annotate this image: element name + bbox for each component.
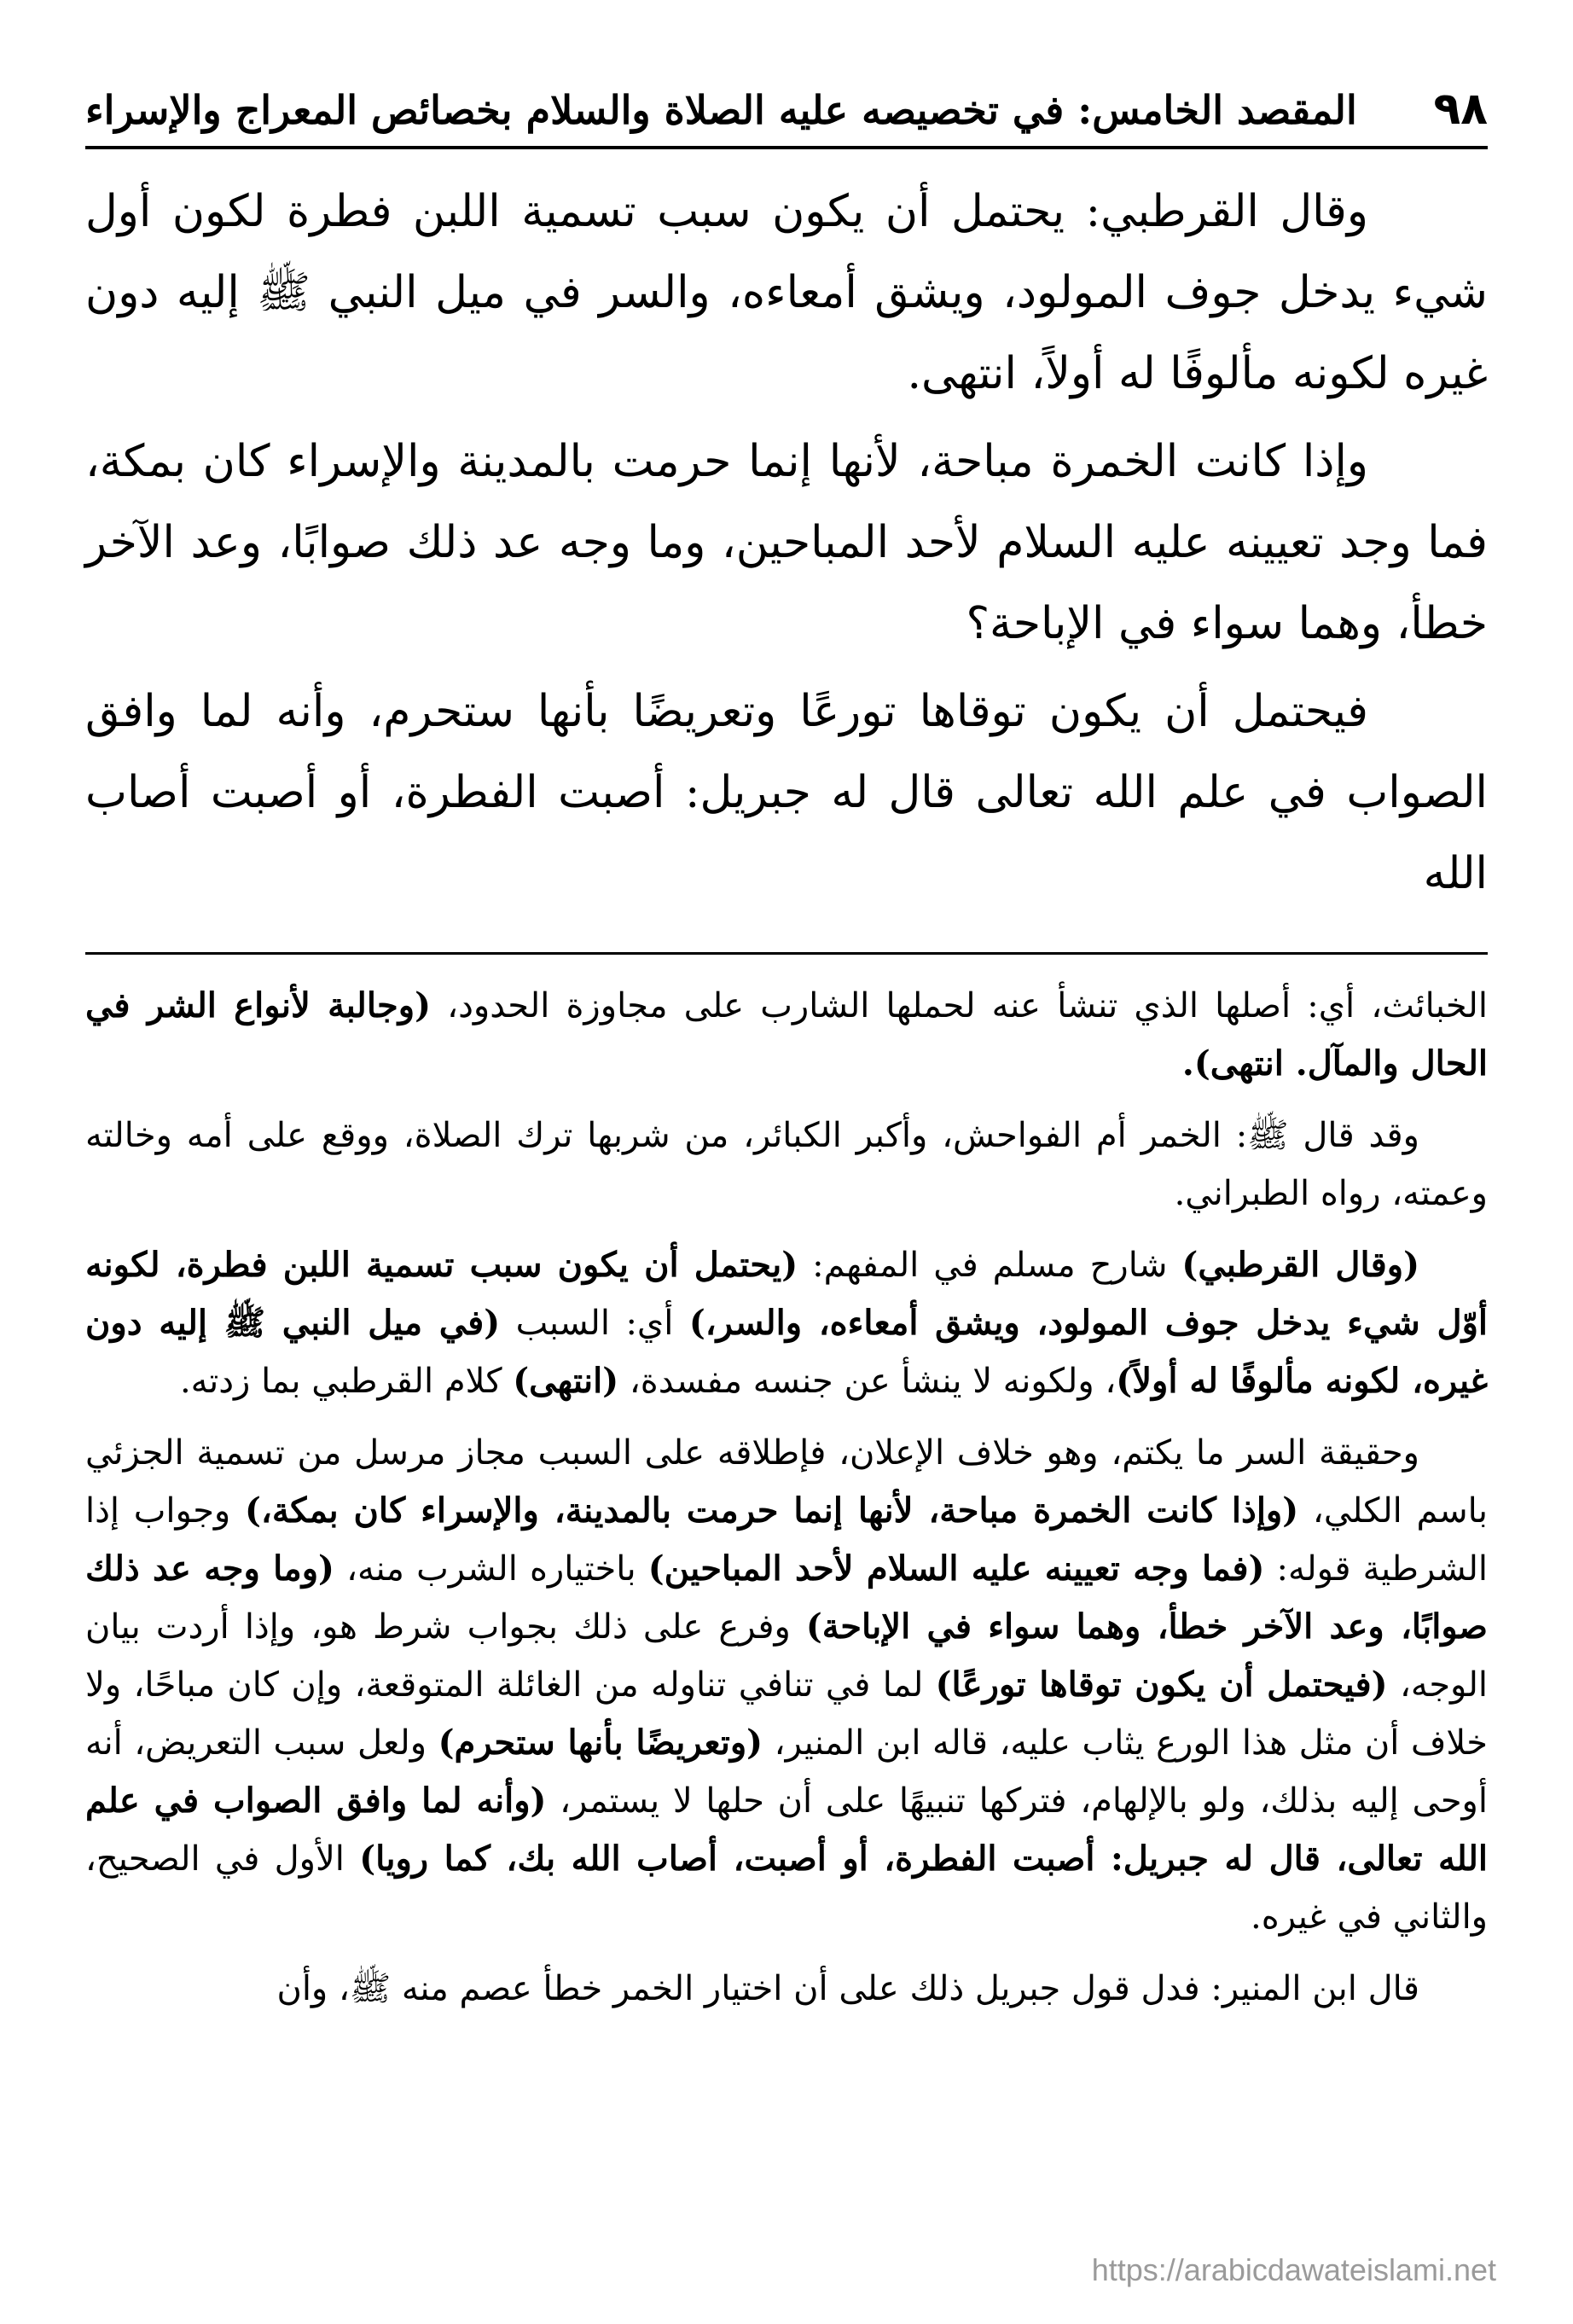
commentary-text: وجواب إذا الشرطية قوله:	[85, 1491, 1489, 1589]
commentary-text: الأول في الصحيح، والثاني في غيره.	[85, 1839, 1488, 1938]
main-paragraph-1: وقال القرطبي: يحتمل أن يكون سبب تسمية اللبن فطرة لكون أول شيء يدخل جوف المولود، ويشق أمعاءه، والسر في ميل النبي ﷺ إليه دون غيره لكونه مألوفًا له أولاً، انتهى.	[85, 186, 1488, 400]
quoted-matn: (انتهى)	[513, 1361, 619, 1402]
commentary-paragraph-2: وقد قال ﷺ: الخمر أم الفواحش، وأكبر الكبائر، من شربها ترك الصلاة، ووقع على أمه وخالته وعمته، رواه الطبراني.	[85, 1116, 1488, 1214]
commentary-text: كلام القرطبي بما زدته.	[179, 1362, 514, 1402]
commentary-text: ، ولكونه لا ينشأ عن جنسه مفسدة،	[618, 1362, 1117, 1402]
quoted-matn: (فما وجه تعيينه عليه السلام لأحد المباحين)	[647, 1548, 1265, 1589]
main-paragraph-2: وإذا كانت الخمرة مباحة، لأنها إنما حرمت بالمدينة والإسراء كان بمكة، فما وجد تعيينه عليه السلام لأحد المباحين، وما وجه عد ذلك صوابًا، وعد الآخر خطأ، وهما سواء في الإباحة؟	[85, 436, 1488, 650]
commentary-text: ولعل سبب التعريض، أنه أوحى إليه بذلك، ولو بالإلهام، فتركها تنبيهًا على أن حلها لا يستمر،	[85, 1723, 1488, 1821]
commentary-text: شارح مسلم في المفهم:	[798, 1246, 1182, 1286]
running-head: المقصد الخامس: في تخصيصه عليه الصلاة والسلام بخصائص المعراج والإسراء	[85, 87, 1357, 133]
page-header	[85, 85, 1488, 149]
quoted-matn: (وقال القرطبي)	[1181, 1245, 1419, 1286]
commentary-text: وفرع على ذلك بجواب شرط هو، وإذا أردت بيان الوجه،	[85, 1607, 1489, 1705]
quoted-matn: (وأنه لما وافق الصواب في علم الله تعالى، قال له جبريل: أصبت الفطرة، أو أصبت، أصاب الله بك، كما رويا)	[85, 1781, 1488, 1880]
quoted-matn: (فيحتمل أن يكون توقاها تورعًا)	[935, 1665, 1388, 1705]
book-page	[85, 85, 1488, 2031]
quoted-matn: (وإذا كانت الخمرة مباحة، لأنها إنما حرمت بالمدينة، والإسراء كان بمكة،)	[244, 1490, 1299, 1531]
commentary	[85, 977, 1488, 2018]
commentary-paragraph-5: قال ابن المنير: فدل قول جبريل ذلك على أن اختيار الخمر خطأ عصم منه ﷺ، وأن	[276, 1969, 1419, 2009]
quoted-matn: (وتعريضًا بأنها ستحرم)	[438, 1723, 763, 1763]
watermark-url: https://arabicdawateislami.net	[1091, 2252, 1496, 2287]
page-number: ٩٨	[1433, 84, 1488, 135]
quoted-matn: (وجالبة لأنواع الشر في الحال والمآل. انتهى).	[85, 985, 1488, 1084]
commentary-text: الخبائث، أي: أصلها الذي تنشأ عنه لحملها الشارب على مجاوزة الحدود،	[431, 986, 1488, 1026]
quoted-matn: (في ميل النبي ﷺ إليه دون غيره، لكونه مألوفًا له أولاً)	[85, 1303, 1488, 1402]
quoted-matn: (يحتمل أن يكون سبب تسمية اللبن فطرة، لكونه أوّل شيء يدخل جوف المولود، ويشق أمعاءه، والسر،)	[85, 1245, 1489, 1344]
commentary-text: أي: السبب	[500, 1304, 689, 1344]
commentary-text: وحقيقة السر ما يكتم، وهو خلاف الإعلان، فإطلاقه على السبب مجاز مرسل من تسمية الجزئي باسم الكلي،	[85, 1433, 1488, 1531]
commentary-paragraph-3	[85, 1236, 1488, 1410]
commentary-text: باختياره الشرب منه،	[334, 1549, 648, 1589]
commentary-paragraph-1	[85, 977, 1488, 1093]
main-paragraph-3: فيحتمل أن يكون توقاها تورعًا وتعريضًا بأنها ستحرم، وأنه لما وافق الصواب في علم الله تعالى قال له جبريل: أصبت الفطرة، أو أصبت أصاب الله	[85, 686, 1488, 900]
footnote-divider	[85, 952, 1488, 955]
commentary-paragraph-4	[85, 1424, 1488, 1946]
quoted-matn: (وما وجه عد ذلك صوابًا، وعد الآخر خطأ، وهما سواء في الإباحة)	[85, 1548, 1488, 1647]
main-text	[85, 171, 1488, 915]
commentary-text: لما في تنافي تناوله من الغائلة المتوقعة، وإن كان مباحًا، ولا خلاف أن مثل هذا الورع يثاب عليه، قاله ابن المنير،	[85, 1665, 1488, 1763]
